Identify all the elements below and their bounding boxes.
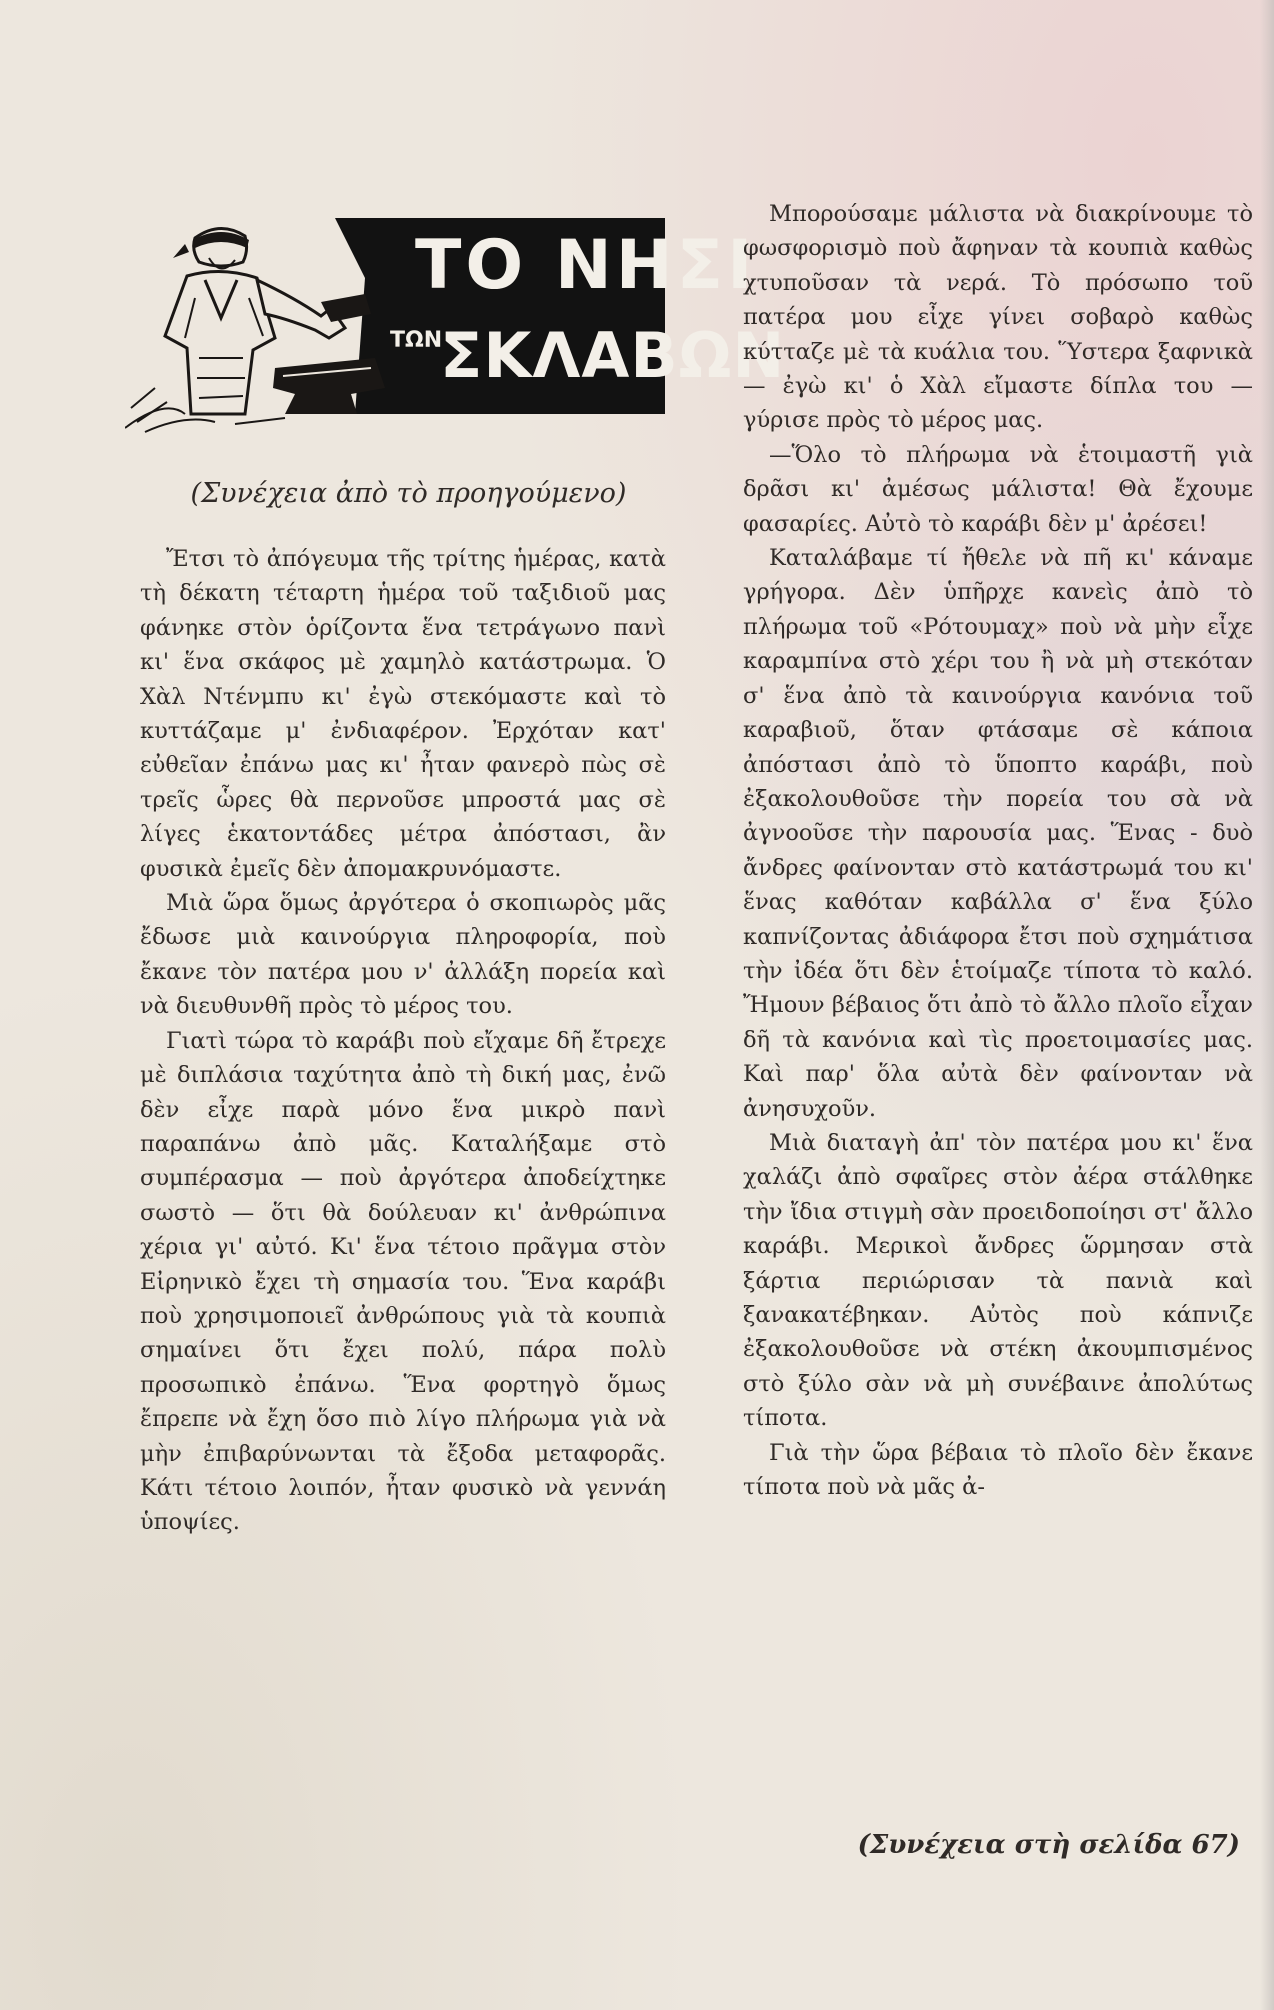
right-column [743,197,1253,1504]
paragraph: Μιὰ διαταγὴ ἀπ' τὸν πατέρα μου κι' ἕνα χαλάζι ἀπὸ σφαῖρες στὸν ἀέρα στάλθηκε τὴν ἴδια στιγμὴ σὰν προειδοποίησι στ' ἄλλο καράβι. Μερικοὶ ἄνδρες ὥρμησαν στὰ ξάρτια περιώρισαν τὰ πανιὰ καὶ ξανακατέβηκαν. Αὐτὸς ποὺ κάπνιζε ἐξακολουθοῦσε νὰ στέκη ἀκουμπισμένος στὸ ξύλο σὰν νὰ μὴ συνέβαινε ἀπολύτως τίποτα. [743,1129,1253,1432]
title-small-word: ΤΩΝ [390,328,443,353]
paragraph: Γιὰ τὴν ὥρα βέβαια τὸ πλοῖο δὲν ἔκανε τίποτα ποὺ νὰ μᾶς ἀ- [743,1439,1253,1501]
continuation-note: (Συνέχεια στὴ σελίδα 67) [857,1830,1240,1860]
paragraph: Μπορούσαμε μάλιστα νὰ διακρίνουμε τὸ φωσφορισμὸ ποὺ ἄφηναν τὰ κουπιὰ καθὼς χτυποῦσαν τὰ νερά. Τὸ πρόσωπο τοῦ πατέρα μου εἶχε γίνει σοβαρὸ καθὼς κύτταζε μὲ τὰ κυάλια του. Ὕστερα ξαφνικὰ — ἐγὼ κι' ὁ Χὰλ εἴμαστε δίπλα του — γύρισε πρὸς τὸ μέρος μας. [743,201,1253,434]
title-line-1: ΤΟ ΝΗΣΙ [415,226,757,305]
title-line-2: ΣΚΛΑΒΩΝ [440,319,786,392]
left-column [140,542,666,1540]
paragraph: Ἔτσι τὸ ἀπόγευμα τῆς τρίτης ἡμέρας, κατὰ τὴ δέκατη τέταρτη ἡμέρα τοῦ ταξιδιοῦ μας φάνηκε στὸν ὁρίζοντα ἕνα τετράγωνο πανὶ κι' ἕνα σκάφος μὲ χαμηλὸ κατάστρωμα. Ὁ Χὰλ Ντένμπυ κι' ἐγὼ στεκόμαστε καὶ τὸ κυττάζαμε μ' ἐνδιαφέρον. Ἐρχόταν κατ' εὐθεῖαν ἐπάνω μας κι' ἦταν φανερὸ πὼς σὲ τρεῖς ὧρες θὰ περνοῦσε μπροστά μας σὲ λίγες ἑκατοντάδες μέτρα ἀπόστασι, ἂν φυσικὰ ἐμεῖς δὲν ἀπομακρυνόμαστε. [140,546,666,882]
paragraph: —Ὅλο τὸ πλήρωμα νὰ ἑτοιμαστῆ γιὰ δρᾶσι κι' ἀμέσως μάλιστα! Θὰ ἔχουμε φασαρίες. Αὐτὸ τὸ καράβι δὲν μ' ἀρέσει! [743,441,1253,537]
pirate-illustration [125,218,425,434]
title-block [125,218,786,434]
page-edge-shadow [1260,0,1274,2010]
paragraph: Καταλάβαμε τί ἤθελε νὰ πῆ κι' κάναμε γρήγορα. Δὲν ὑπῆρχε κανεὶς ἀπὸ τὸ πλήρωμα τοῦ «Ρότουμαχ» ποὺ νὰ μὴν εἶχε καραμπίνα στὸ χέρι του ἢ νὰ μὴ στεκόταν σ' ἕνα ἀπὸ τὰ καινούργια κανόνια τοῦ καραβιοῦ, ὅταν φτάσαμε σὲ κάποια ἀπόστασι ἀπὸ τὸ ὕποπτο καράβι, ποὺ ἐξακολουθοῦσε τὴν πορεία του σὰ νὰ ἀγνοοῦσε τὴν παρουσία μας. Ἕνας - δυὸ ἄνδρες φαίνονταν στὸ κατάστρωμά του κι' ἕνας καθόταν καβάλλα σ' ἕνα ξύλο καπνίζοντας ἀδιάφορα ἔτσι ποὺ σχημάτισα τὴν ἰδέα ὅτι δὲν ἑτοίμαζε τίποτα τὸ καλό. Ἤμουν βέβαιος ὅτι ἀπὸ τὸ ἄλλο πλοῖο εἶχαν δῆ τὰ κανόνια καὶ τὶς προετοιμασίες μας. Καὶ παρ' ὅλα αὐτὰ δὲν φαίνονταν νὰ ἀνησυχοῦν. [743,545,1253,1122]
paragraph: Γιατὶ τώρα τὸ καράβι ποὺ εἴχαμε δῆ ἔτρεχε μὲ διπλάσια ταχύτητα ἀπὸ τὴ δική μας, ἐνῶ δὲν εἶχε παρὰ μόνο ἕνα μικρὸ πανὶ παραπάνω ἀπὸ μᾶς. Καταλήξαμε στὸ συμπέρασμα — ποὺ ἀργότερα ἀποδείχτηκε σωστὸ — ὅτι θὰ δούλευαν κι' ἀνθρώπινα χέρια γι' αὐτό. Κι' ἕνα τέτοιο πρᾶγμα στὸν Εἰρηνικὸ ἔχει τὴ σημασία του. Ἕνα καράβι ποὺ χρησιμοποιεῖ ἀνθρώπους γιὰ τὰ κουπιὰ σημαίνει ὅτι ἔχει πολύ, πάρα πολὺ προσωπικὸ ἐπάνω. Ἕνα φορτηγὸ ὅμως ἔπρεπε νὰ ἔχη ὅσο πιὸ λίγο πλήρωμα γιὰ νὰ μὴν ἐπιβαρύνωνται τὰ ἔξοδα μεταφορᾶς. Κάτι τέτοιο λοιπόν, ἦταν φυσικὸ νὰ γεννάη ὑποψίες. [140,1027,666,1536]
paragraph: Μιὰ ὥρα ὅμως ἀργότερα ὁ σκοπιωρὸς μᾶς ἔδωσε μιὰ καινούργια πληροφορία, ποὺ ἔκανε τὸν πατέρα μου ν' ἀλλάξη πορεία καὶ νὰ διευθυνθῆ πρὸς τὸ μέρος του. [140,890,666,1020]
article-subtitle: (Συνέχεια ἀπὸ τὸ προηγούμενο) [190,478,627,509]
